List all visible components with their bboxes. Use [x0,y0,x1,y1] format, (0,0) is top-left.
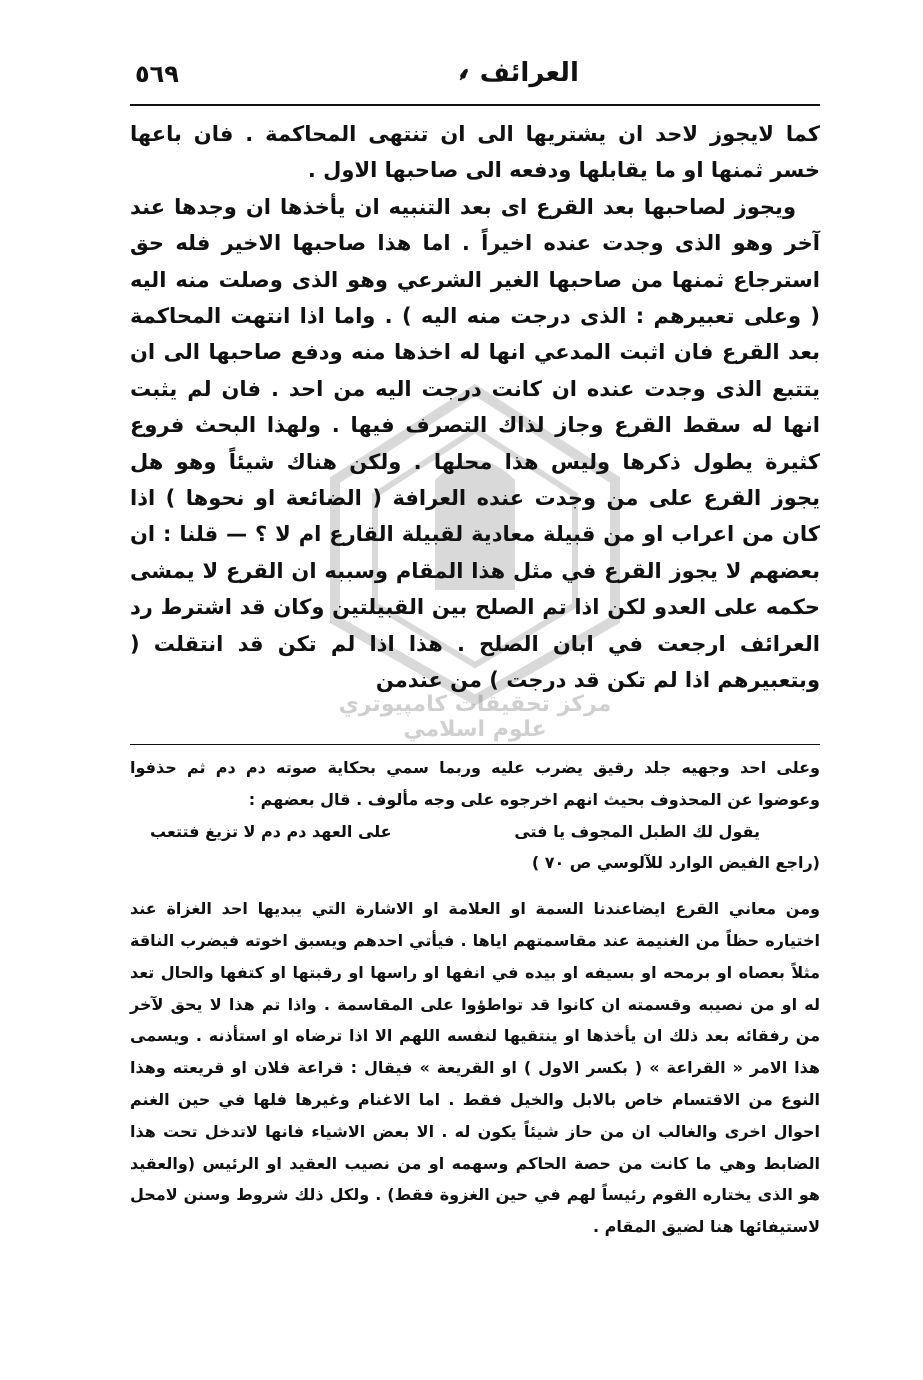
footnote-continuation: وعلى احد وجهيه جلد رقيق يضرب عليه وربما سمي بحكاية صوته دم دم ثم حذفوا وعوضوا عن المحذوف بحيث انهم اخرجوه على وجه مألوف . قال بعضهم : [130,758,820,809]
main-text [130,116,820,699]
footnote-paragraph: ومن معاني القرع ايضاعندنا السمة او العلامة او الاشارة التي يبديها احد الغزاة عند اختياره حظاً من الغنيمة عند مقاسمتهم اياها . فيأتي احدهم ويسبق اخوته فيضرب الناقة مثلاً بعصاه او برمحه او بسيفه او بيده في انفها او راسها او رقبتها او كتفها والحال تعد له او من نصيبه وقسمته ان كانوا قد تواطؤوا على المقاسمة . واذا تم هذا لا يحق لآخر من رفقائه بعد ذلك ان يأخذها او ينتقيها لنفسه اللهم الا اذا ترضاه او استأذنه . ويسمى هذا الامر « القراعة » ( بكسر الاول ) او القريعة » فيقال : قراعة فلان او قريعته وهذا النوع من الاقتسام خاص بالابل والخيل فقط . اما الاغنام وغيرها فلها في حين الغنم احوال اخرى والغالب ان من حاز شيئاً يكون له . الا بعض الاشياء فانها لاتدخل تحت هذا الضابط وهي ما كانت من حصة الحاكم وسهمه او من نصيب العقيد او الرئيس (والعقيد هو الذى يختاره القوم رئيساً لهم في حين الغزوة فقط) . ولكل ذلك شروط وسنن لامحل لاستيفائها هنا لضيق المقام . [130,899,820,1237]
poem-verse [130,816,820,848]
page-number: ٥٦٩ [135,60,179,88]
verse-hemistich-right: يقول لك الطبل المجوف يا فتى [514,821,760,841]
watermark-caption: مركز تحقيقات كامپيوتري علوم اسلامي [338,692,612,742]
footnote-gap [130,879,820,893]
main-paragraph-2: ويجوز لصاحبها بعد القرع اى بعد التنبيه ان يأخذها ان وجدها عند آخر وهو الذى وجدت عنده اخيراً . اما هذا صاحبها الاخير فله حق استرجاع ثمنها من صاحبها الغير الشرعي وهو الذى وصلت منه اليه ( وعلى تعبيرهم : الذى درجت منه اليه ) . واما اذا انتهت المحاكمة بعد القرع فان اثبت المدعي انها له اخذها منه ودفع صاحبها الى ان يتتبع الذى وجدت عنده ان كانت درجت اليه من احد . فان لم يثبت انها له سقط القرع وجاز لذاك التصرف فيها . ولهذا البحث فروع كثيرة يطول ذكرها وليس هذا محلها . ولكن هناك شيئاً وهو هل يجوز القرع على من وجدت عنده العرافة ( الضائعة او نحوها ) اذا كان من اعراب او من قبيلة معادية لقبيلة القارع ام لا ؟ — قلنا : ان بعضهم لا يجوز القرع في مثل هذا المقام وسببه ان القرع لا يمشى حكمه على العدو لكن اذا تم الصلح بين القبيلتين وكان قد اشترط رد العرائف ارجعت في ابان الصلح . هذا اذا لم تكن قد انتقلت ( وبتعبيرهم اذا لم تكن قد درجت ) من عندمن [130,194,820,693]
header-divider [130,104,820,106]
running-title-text: العرائف [479,58,579,88]
footnote-reference: (راجع الفيض الوارد للآلوسي ص ٧٠ ) [531,853,820,873]
ornament-icon: ⸙ [457,63,471,85]
footnotes [130,752,820,1243]
footnote-divider [130,744,820,745]
verse-hemistich-left: على العهد دم دم لا تزيغ فتتعب [150,821,392,841]
page-header [135,58,815,102]
main-paragraph-1: كما لايجوز لاحد ان يشتريها الى ان تنتهى المحاكمة . فان باعها خسر ثمنها او ما يقابلها ودفعه الى صاحبها الاول . [130,122,820,183]
running-title [385,58,645,88]
